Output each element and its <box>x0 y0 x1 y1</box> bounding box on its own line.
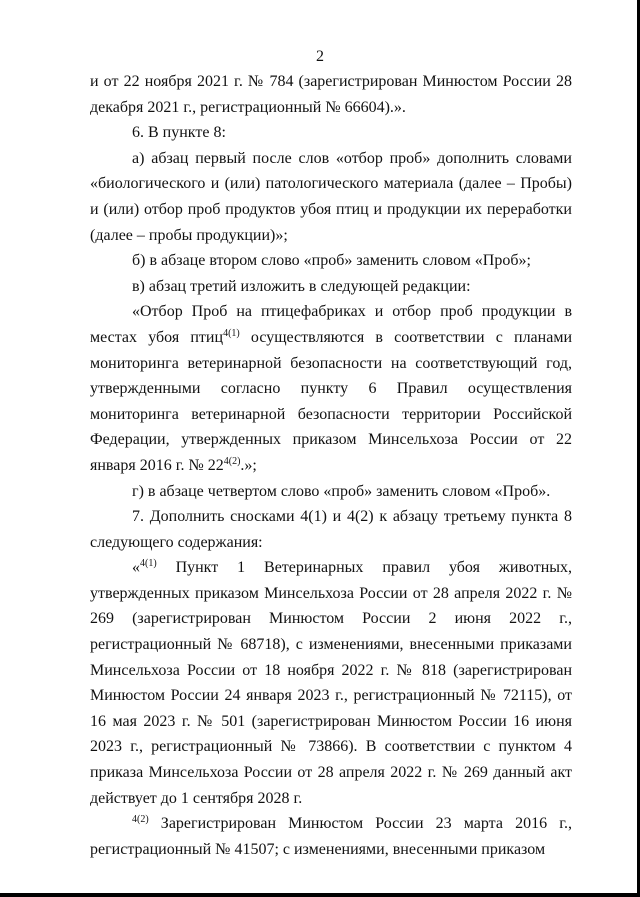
paragraph-subitem-v: в) абзац третий изложить в следующей редакции: <box>132 277 471 295</box>
footnote-4-2-text: Зарегистрирован Минюстом России 23 марта 2016 г., регистрационный № 41507; с изменениями, внесенными приказом <box>90 815 572 858</box>
paragraph-subitem-g: г) в абзаце четвертом слово «проб» заменить словом «Проб». <box>132 482 551 500</box>
new-wording-text-end: .»; <box>240 456 257 474</box>
document-body <box>90 69 572 862</box>
footnote-4-1 <box>90 555 572 811</box>
footnote-ref-4-2: 4(2) <box>223 455 241 467</box>
paragraph-continuation: и от 22 ноября 2021 г. № 784 (зарегистрирован Минюстом России 28 декабря 2021 г., регистрационный № 66604).». <box>90 73 572 116</box>
footnote-open-quote: « <box>132 559 140 577</box>
footnote-4-2 <box>90 811 572 862</box>
scan-edge-bottom <box>0 893 640 897</box>
paragraph-subitem-a: а) абзац первый после слов «отбор проб» дополнить словами «биологического и (или) патологического материала (далее – Пробы) и (или) отбор проб продуктов убоя птиц и продукции их переработки (далее – пробы продукции)»; <box>90 149 572 244</box>
paragraph-new-wording <box>90 299 572 478</box>
footnote-ref-4-1: 4(1) <box>223 327 240 339</box>
new-wording-text-start: «Отбор Проб на птицефабриках и отбор проб продукции в местах убоя птиц <box>90 303 572 346</box>
footnote-4-1-text: Пункт 1 Ветеринарных правил убоя животных, утвержденных приказом Минсельхоза России от 28 апреля 2022 г. № 269 (зарегистрирован Минюстом России 2 июня 2022 г., регистрационный № 68718), с изменениями, внесенными приказами Минсельхоза России от 18 ноября 2022 г. № 818 (зарегистрирован Минюстом России 24 января 2023 г., регистрационный № 72115), от 16 мая 2023 г. № 501 (зарегистрирован Минюстом России 16 июня 2023 г., регистрационный № 73866). В соответствии с пунктом 4 приказа Минсельхоза России от 28 апреля 2022 г. № 269 данный акт действует до 1 сентября 2028 г. <box>90 559 572 807</box>
paragraph-item-6: 6. В пункте 8: <box>132 124 226 142</box>
footnote-marker-4-1: 4(1) <box>140 558 157 570</box>
new-wording-text-middle: осуществляются в соответствии с планами мониторинга ветеринарной безопасности на соответствующий год, утвержденными согласно пункту 6 Правил осуществления мониторинга ветеринарной безопасности территории Российской Федерации, утвержденных приказом Минсельхоза России от 22 января 2016 г. № 22 <box>90 328 573 474</box>
page-number: 2 <box>316 48 324 65</box>
paragraph-item-7: 7. Дополнить сносками 4(1) и 4(2) к абзацу третьему пункта 8 следующего содержания: <box>90 508 572 551</box>
footnote-marker-4-2: 4(2) <box>132 814 149 826</box>
paragraph-subitem-b: б) в абзаце втором слово «проб» заменить словом «Проб»; <box>132 252 531 270</box>
